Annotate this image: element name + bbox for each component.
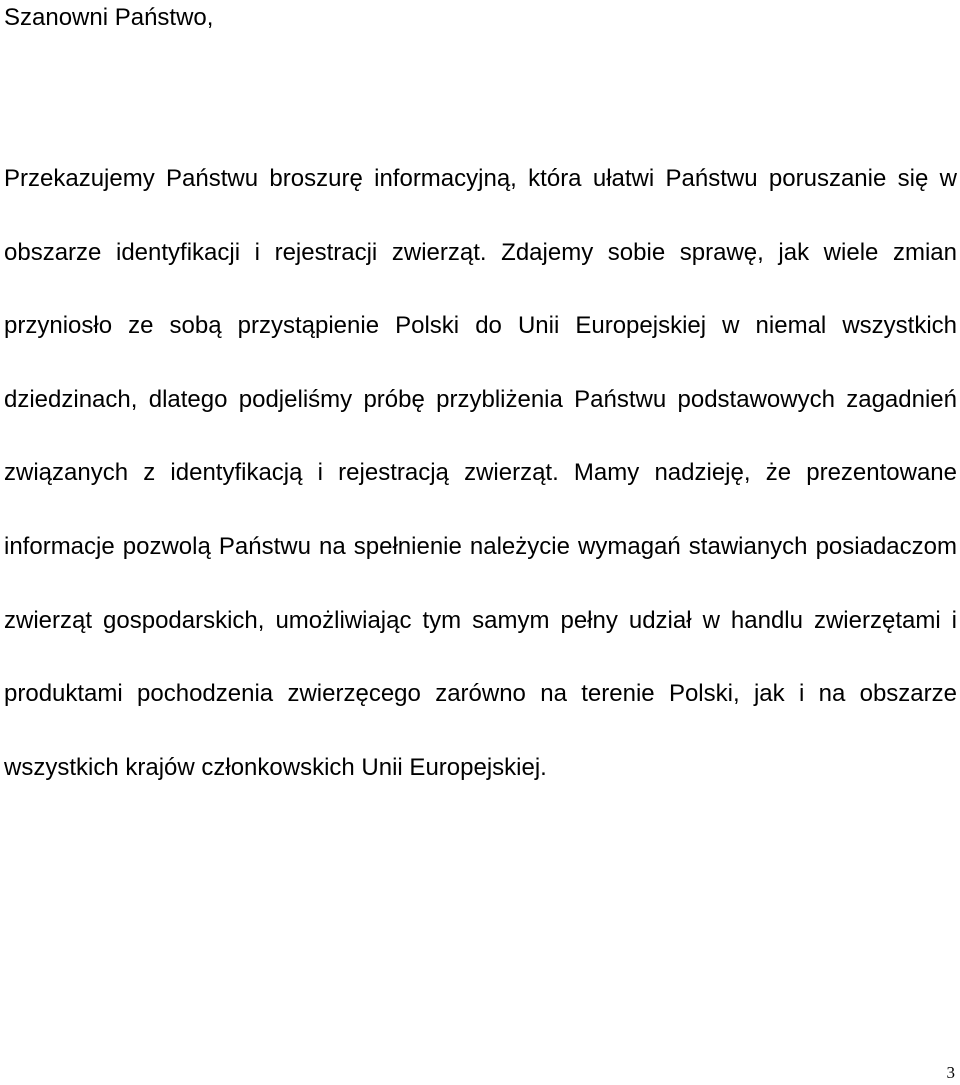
body-paragraph: Przekazujemy Państwu broszurę informacyjną, która ułatwi Państwu poruszanie się w obszarze identyfikacji i rejestracji zwierząt. Zdajemy sobie sprawę, jak wiele zmian przyniosło ze sobą przystąpienie Polski do Unii Europejskiej w niemal wszystkich dziedzinach, dlatego podjeliśmy próbę przybliżenia Państwu podstawowych zagadnień związanych z identyfikacją i rejestracją zwierząt. Mamy nadzieję, że prezentowane informacje pozwolą Państwu na spełnienie należycie wymagań stawianych posiadaczom zwierząt gospodarskich, umożliwiając tym samym pełny udział w handlu zwierzętami i produktami pochodzenia zwierzęcego zarówno na terenie Polski, jak i na obszarze wszystkich krajów członkowskich Unii Europejskiej.: [4, 165, 957, 781]
page-number: 3: [946, 1063, 955, 1082]
salutation: Szanowni Państwo,: [4, 4, 214, 31]
